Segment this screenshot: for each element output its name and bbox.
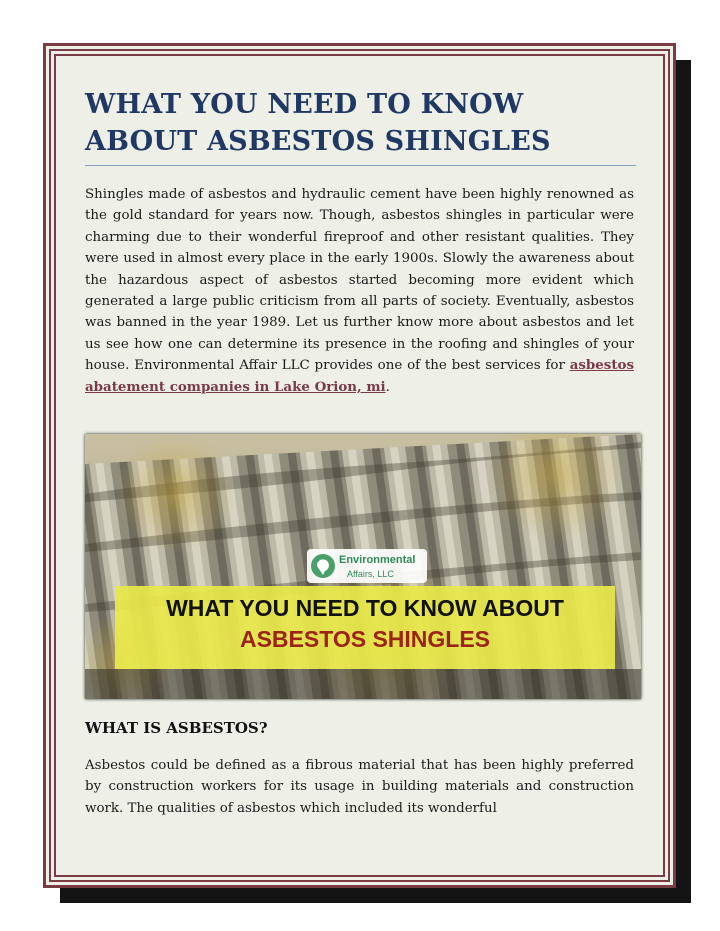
intro-paragraph xyxy=(85,184,634,398)
abatement-link[interactable]: asbestos abatement companies in Lake Orion, mi xyxy=(85,357,634,395)
logo-line-2: Affairs, LLC xyxy=(347,569,394,579)
image-banner xyxy=(115,586,615,669)
hero-image xyxy=(85,434,641,699)
company-logo xyxy=(307,549,427,583)
section-heading: WHAT IS ASBESTOS? xyxy=(85,719,268,737)
section-paragraph: Asbestos could be defined as a fibrous material that has been highly preferred by construction workers for its usage in building materials and construction work. The qualities of asbestos which included its wonderful xyxy=(85,758,634,816)
intro-end: . xyxy=(385,379,390,395)
title-divider xyxy=(85,165,636,166)
corrugated-roof-image xyxy=(85,434,641,699)
page-title: WHAT YOU NEED TO KNOW ABOUT ASBESTOS SHINGLES xyxy=(85,89,551,157)
intro-text: Shingles made of asbestos and hydraulic cement have been highly renowned as the gold standard for years now. Though, asbestos shingles in particular were charming due to their wonderful fireproof and other resistant qualities. They were used in almost every place in the early 1900s. Slowly the awareness about the hazardous aspect of asbestos started becoming more evident which generated a large public criticism from all parts of society. Eventually, asbestos was banned in the year 1989. Let us further know more about asbestos and let us see how one can determine its presence in the roofing and shingles of your house. Environmental Affair LLC provides one of the best services for xyxy=(85,187,634,374)
banner-line-2: ASBESTOS SHINGLES xyxy=(239,626,491,652)
banner-line-1: WHAT YOU NEED TO KNOW ABOUT xyxy=(166,595,564,621)
logo-line-1: Environmental xyxy=(339,554,416,566)
